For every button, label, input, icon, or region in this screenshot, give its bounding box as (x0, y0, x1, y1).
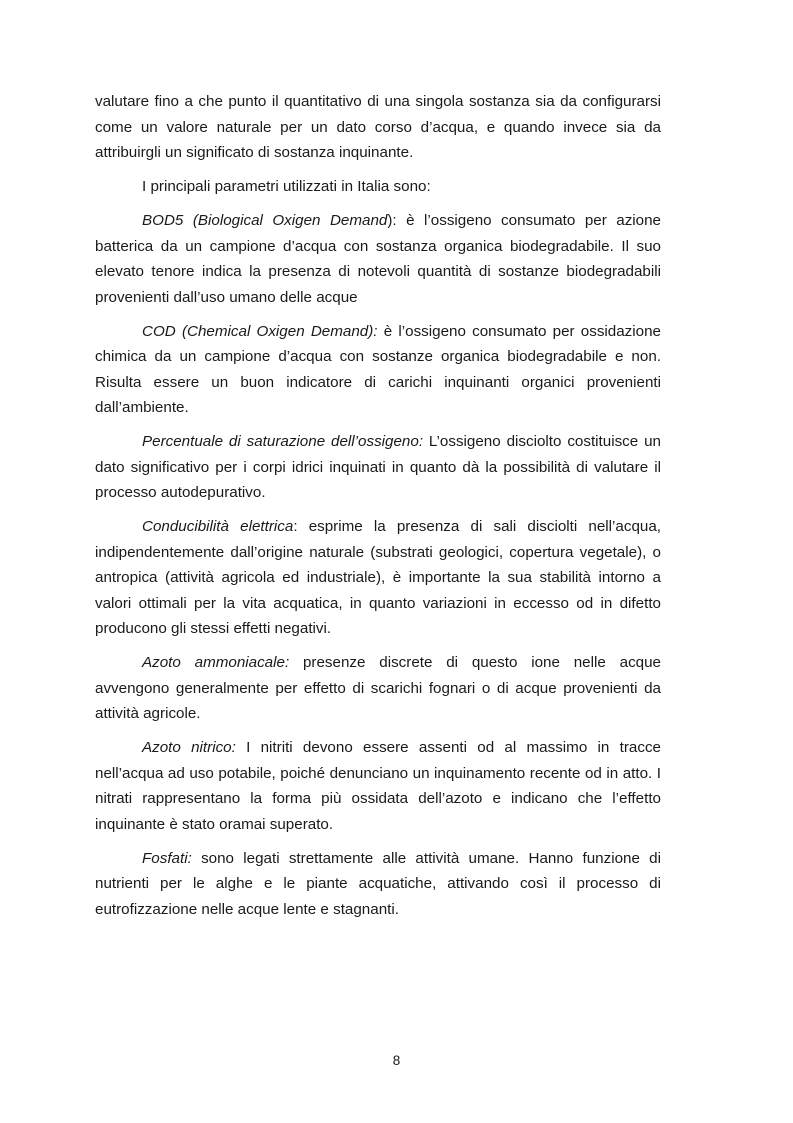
parameter-nitric-nitrogen (95, 735, 661, 837)
parameters-intro: I principali parametri utilizzati in Italia sono: (142, 178, 431, 195)
parameter-cod (95, 319, 661, 421)
parameter-oxygen-saturation (95, 429, 661, 506)
parameter-description: : esprime la presenza di sali disciolti nell’acqua, indipendentemente dall’origine naturale (substrati geologici, copertura vegetale), o antropica (attività agricola ed industriale), è importante la sua stabilità intorno a valori ottimali per la vita acquatica, in quanto variazioni in eccesso od in difetto producono gli stessi effetti negativi. (95, 518, 662, 637)
parameter-bod5 (95, 208, 661, 310)
parameter-description: presenze discrete di questo ione nelle acque avvengono generalmente per effetto di scarichi fognari o di acque provenienti da attività agricole. (95, 654, 662, 722)
parameter-term: Azoto nitrico: (142, 739, 236, 756)
parameter-ammonia-nitrogen (95, 650, 661, 727)
parameter-conductivity (95, 514, 661, 642)
parameter-term: Percentuale di saturazione dell’ossigeno: (142, 433, 424, 450)
parameter-term: Conducibilità elettrica (142, 518, 294, 535)
page-number: 8 (392, 1053, 401, 1068)
document-body (95, 89, 661, 931)
parameter-description: sono legati strettamente alle attività umane. Hanno funzione di nutrienti per le alghe e le piante acquatiche, attivando così il processo di eutrofizzazione nelle acque lente e stagnanti. (95, 849, 661, 918)
parameter-term: BOD5 (Biological Oxigen Demand (142, 212, 388, 229)
parameter-description: ): è l’ossigeno consumato per azione batterica da un campione d’acqua con sostanza organica biodegradabile. Il suo elevato tenore indica la presenza di notevoli quantità di sostanze biodegradabili provenienti dall’uso umano delle acque (95, 212, 661, 306)
parameter-description: è l’ossigeno consumato per ossidazione chimica da un campione d’acqua con sostanze organica biodegradabile e non. Risulta essere un buon indicatore di carichi inquinanti organici provenienti dall’ambiente. (95, 322, 661, 416)
parameter-description: L’ossigeno disciolto costituisce un dato significativo per i corpi idrici inquinati in quanto dà la possibilità di valutare il processo autodepurativo. (95, 433, 661, 501)
parameter-term: Fosfati: (142, 849, 192, 867)
intro-paragraph: valutare fino a che punto il quantitativo di una singola sostanza sia da configurarsi come un valore naturale per un dato corso d’acqua, e quando invece sia da attribuirgli un significato di sostanza inquinante. (95, 93, 661, 161)
parameter-phosphates (95, 846, 661, 923)
parameter-term: Azoto ammoniacale: (142, 654, 290, 671)
parameter-description: I nitriti devono essere assenti od al massimo in tracce nell’acqua ad uso potabile, poiché denunciano un inquinamento recente od in atto. I nitrati rappresentano la forma più ossidata dell’azoto e indicano che l’effetto inquinante è stato oramai superato. (95, 739, 661, 833)
parameter-term: COD (Chemical Oxigen Demand): (142, 322, 378, 340)
